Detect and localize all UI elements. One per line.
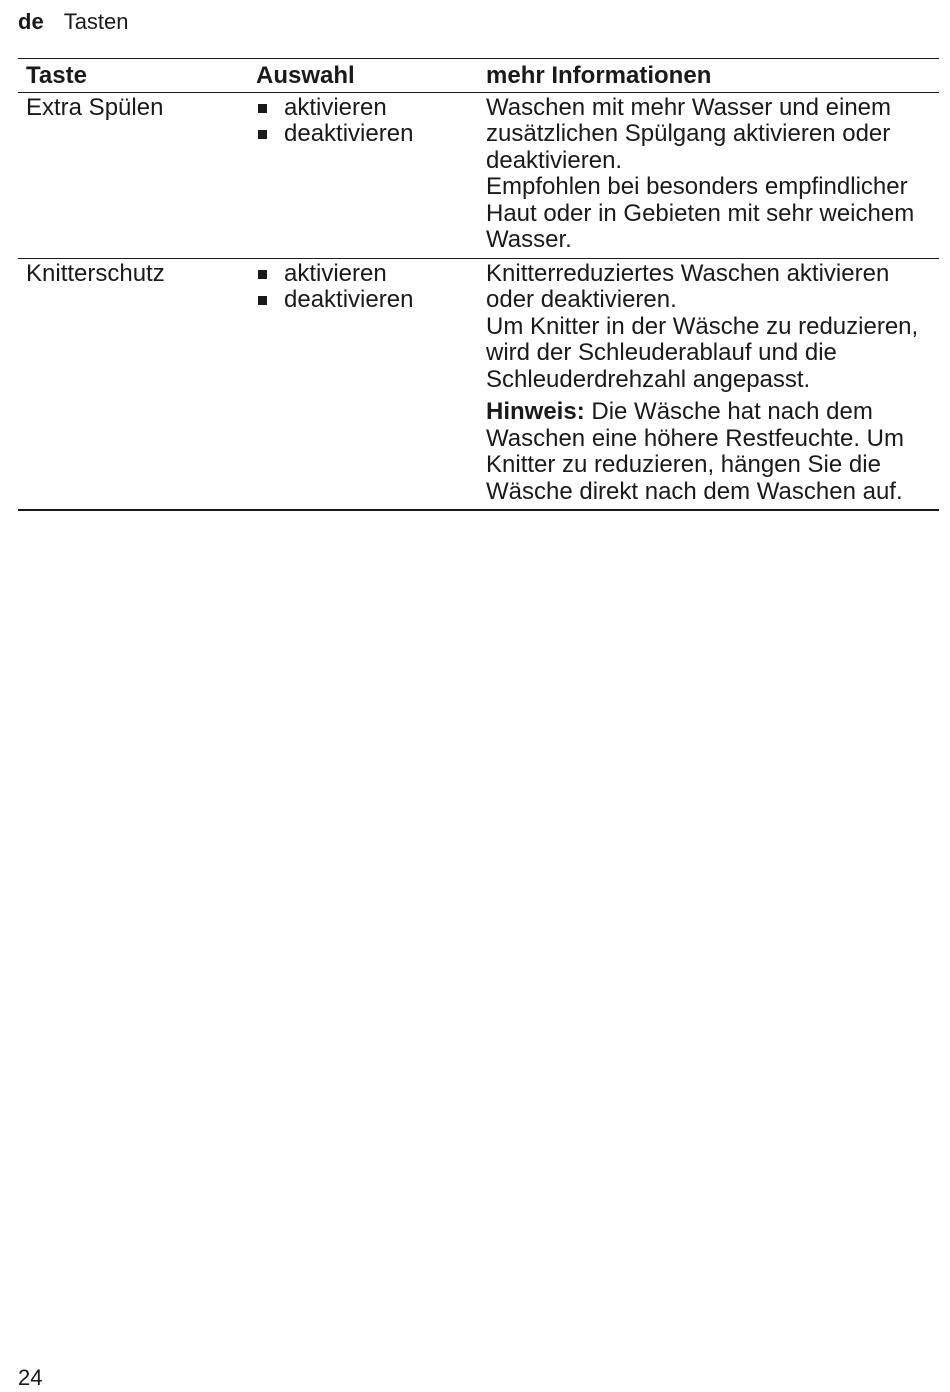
options-cell [248, 92, 478, 258]
note-label: Hinweis: [486, 398, 585, 425]
info-text: Waschen mit mehr Wasser und einem zusätzlichen Spülgang aktivieren oder deaktivieren. [486, 93, 892, 174]
options-list [256, 95, 470, 148]
note-paragraph [486, 399, 931, 505]
options-cell [248, 258, 478, 510]
key-name: Knitterschutz [18, 258, 248, 510]
table-row [18, 92, 939, 258]
page-number: 24 [18, 1365, 43, 1390]
key-name: Extra Spülen [18, 92, 248, 258]
option-item: aktivieren [256, 95, 470, 122]
table-header-row [18, 59, 939, 93]
info-text: Knitterreduziertes Waschen aktivieren oder deaktivieren. [486, 259, 890, 313]
page-header [18, 8, 129, 36]
language-code: de [18, 9, 44, 34]
option-item: aktivieren [256, 261, 470, 288]
info-text: Empfohlen bei besonders empfindlicher Haut oder in Gebieten mit sehr weichem Wasser. [486, 173, 915, 253]
info-cell [478, 92, 939, 258]
column-header-info: mehr Informationen [478, 59, 939, 93]
column-header-selection: Auswahl [248, 59, 478, 93]
option-item: deaktivieren [256, 121, 470, 148]
keys-table [18, 58, 939, 511]
table-row [18, 258, 939, 510]
info-text: Um Knitter in der Wäsche zu reduzieren, wird der Schleuderablauf und die Schleuderdrehzahl angepasst. [486, 312, 919, 393]
info-cell [478, 258, 939, 510]
note-text: Die Wäsche hat nach dem Waschen eine höhere Restfeuchte. Um Knitter zu reduzieren, hängen Sie die Wäsche direkt nach dem Waschen auf. [486, 398, 904, 505]
section-title: Tasten [63, 9, 129, 34]
options-list [256, 261, 470, 314]
option-item: deaktivieren [256, 287, 470, 314]
column-header-key: Taste [18, 59, 248, 93]
